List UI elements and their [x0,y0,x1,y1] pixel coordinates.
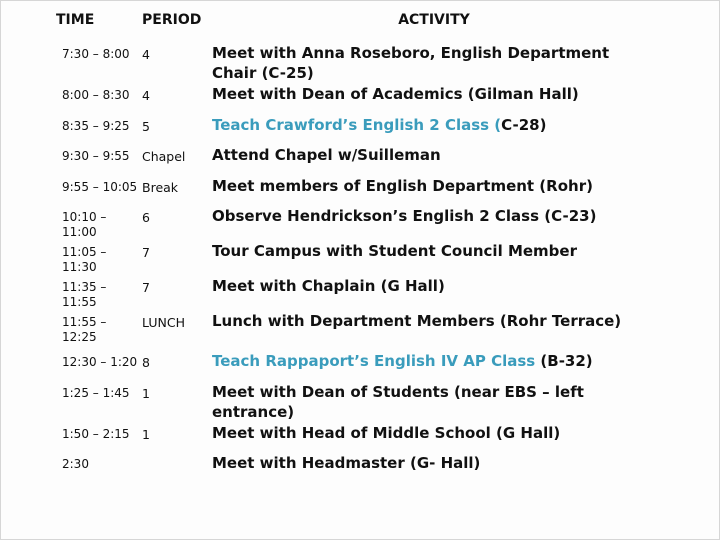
period-cell: 4 [142,88,150,103]
time-cell: 8:35 – 9:25 [62,118,130,133]
time-cell: 9:55 – 10:05 [62,179,138,194]
activity-room: C-28) [501,115,547,134]
activity-cell [212,381,656,422]
activity-text: Meet with Head of Middle School (G Hall) [212,423,561,442]
activity-text: Lunch with Department Members (Rohr Terrace) [212,312,622,330]
activity-text: Meet with Anna Roseboro, English Department Chair (C-25) [212,44,610,82]
time-cell: 9:30 – 9:55 [62,149,130,163]
header-row [56,8,656,42]
period-cell: 5 [142,118,150,134]
activity-cell [212,83,656,114]
header-time: TIME [56,12,95,28]
activity-cell [212,175,656,206]
schedule-table [56,8,656,483]
table-row [56,422,656,453]
table-row [56,381,656,422]
activity-cell [212,114,656,145]
time-cell: 12:30 – 1:20 [62,355,138,369]
activity-cell [212,310,656,350]
period-cell: 1 [142,426,150,442]
period-cell: Break [142,179,179,195]
activity-highlight: Teach Crawford’s English 2 Class ( [212,115,502,134]
time-cell: 1:25 – 1:45 [62,385,130,400]
activity-cell [212,205,656,240]
table-row [56,240,656,275]
time-cell: 10:10 – 11:00 [62,210,107,239]
time-cell: 11:55 – 12:25 [62,315,107,344]
period-cell [142,452,212,483]
activity-text: Tour Campus with Student Council Member [212,242,577,260]
activity-text: Meet with Dean of Students (near EBS – left entrance) [212,382,584,421]
period-cell: 8 [142,355,150,370]
table-row [56,275,656,310]
period-cell: LUNCH [142,315,185,330]
time-cell: 11:05 – 11:30 [62,245,107,274]
activity-text: Meet with Chaplain (G Hall) [212,277,445,295]
activity-text: Attend Chapel w/Suilleman [212,146,441,164]
activity-text: Meet with Headmaster (G- Hall) [212,454,481,472]
time-cell: 2:30 [62,457,89,471]
table-row [56,310,656,350]
period-cell: 6 [142,210,150,225]
activity-highlight: Teach Rappaport’s English IV AP Class [212,352,541,370]
activity-room: (B-32) [540,352,593,370]
period-cell: 7 [142,245,150,260]
table-row [56,42,656,83]
time-cell: 11:35 – 11:55 [62,280,107,309]
header-activity: ACTIVITY [398,12,470,28]
activity-cell [212,42,656,83]
table-row [56,114,656,145]
activity-text: Meet members of English Department (Rohr) [212,176,593,195]
period-cell: 4 [142,47,150,62]
table-row [56,205,656,240]
time-cell: 1:50 – 2:15 [62,426,130,441]
activity-cell [212,240,656,275]
activity-cell [212,452,656,483]
activity-cell [212,275,656,310]
table-row [56,175,656,206]
activity-cell [212,350,656,381]
header-period: PERIOD [142,12,202,28]
activity-cell [212,422,656,453]
table-row [56,83,656,114]
table-row [56,350,656,381]
time-cell: 8:00 – 8:30 [62,88,130,102]
period-cell: 7 [142,280,150,295]
table-row [56,144,656,175]
time-cell: 7:30 – 8:00 [62,47,130,61]
schedule-body [56,42,656,483]
activity-text: Observe Hendrickson’s English 2 Class (C-23) [212,207,597,225]
period-cell: 1 [142,385,150,401]
activity-cell [212,144,656,175]
activity-text: Meet with Dean of Academics (Gilman Hall) [212,85,579,103]
period-cell: Chapel [142,149,186,164]
table-row [56,452,656,483]
